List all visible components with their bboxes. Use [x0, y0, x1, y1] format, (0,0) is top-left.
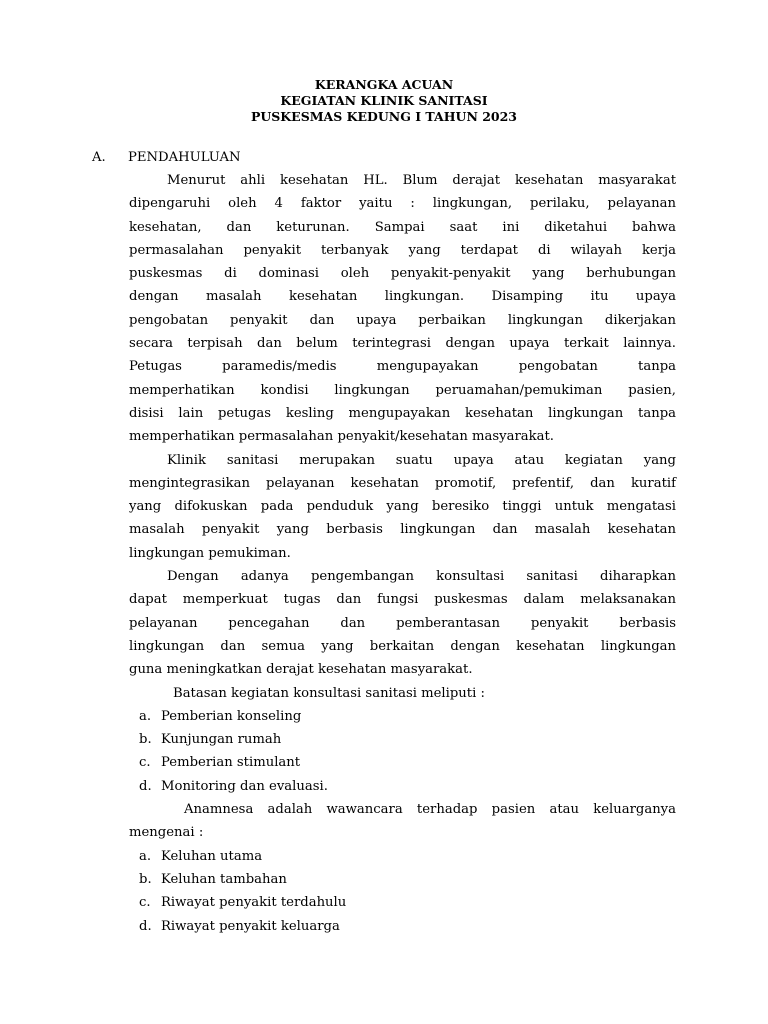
paragraph-line: memperhatikan permasalahan penyakit/kesehatan masyarakat. [129, 429, 554, 445]
list-item [139, 705, 676, 728]
paragraph-3 [129, 565, 676, 681]
list-item-text: Pemberian konseling [161, 708, 302, 724]
paragraph-line: memperhatikan kondisi lingkungan peruamahan/pemukiman pasien, [129, 382, 676, 398]
list-2-intro [129, 798, 676, 845]
paragraph-line: disisi lain petugas kesling mengupayakan kesehatan lingkungan tanpa [129, 405, 676, 421]
list-marker: b. [139, 732, 152, 748]
paragraph-line: dapat memperkuat tugas dan fungsi puskesmas dalam melaksanakan [129, 592, 676, 608]
list-item-text: Riwayat penyakit keluarga [161, 918, 340, 934]
paragraph-line: mengintegrasikan pelayanan kesehatan promotif, prefentif, dan kuratif [129, 475, 676, 491]
list-1 [129, 705, 676, 798]
list-2-intro-line-1: Anamnesa adalah wawancara terhadap pasien atau keluarganya [184, 802, 676, 818]
paragraph-line: lingkungan dan semua yang berkaitan dengan kesehatan lingkungan [129, 638, 676, 654]
list-item-text: Riwayat penyakit terdahulu [161, 895, 347, 911]
list-item [139, 775, 676, 798]
paragraph-line: pengobatan penyakit dan upaya perbaikan lingkungan dikerjakan [129, 312, 676, 328]
list-2 [129, 845, 676, 938]
list-item-text: Pemberian stimulant [161, 755, 301, 771]
paragraph-1 [129, 169, 676, 449]
section-body [129, 169, 676, 938]
title-line-2: KEGIATAN KLINIK SANITASI [280, 93, 488, 108]
paragraph-line: Dengan adanya pengembangan konsultasi sanitasi diharapkan [167, 569, 676, 585]
list-item-text: Keluhan utama [161, 848, 263, 864]
paragraph-line: yang difokuskan pada penduduk yang beresiko tinggi untuk mengatasi [129, 499, 676, 515]
list-item [139, 868, 676, 891]
list-marker: a. [139, 708, 152, 724]
list-item-text: Keluhan tambahan [161, 871, 287, 887]
section-heading [92, 148, 241, 168]
list-marker: c. [139, 755, 151, 771]
paragraph-line: Petugas paramedis/medis mengupayakan pengobatan tanpa [129, 359, 676, 375]
list-2-intro-line-2: mengenai : [129, 825, 204, 841]
title-line-1: KERANGKA ACUAN [314, 77, 454, 92]
paragraph-line: pelayanan pencegahan dan pemberantasan penyakit berbasis [129, 615, 676, 631]
list-marker: a. [139, 848, 152, 864]
list-marker: b. [139, 871, 152, 887]
list-item [139, 891, 676, 914]
paragraph-line: dengan masalah kesehatan lingkungan. Disamping itu upaya [129, 289, 676, 305]
paragraph-line: permasalahan penyakit terbanyak yang terdapat di wilayah kerja [129, 242, 676, 258]
title-line-3: PUSKESMAS KEDUNG I TAHUN 2023 [250, 109, 518, 124]
list-1-intro: Batasan kegiatan konsultasi sanitasi meliputi : [173, 685, 485, 701]
document-title [0, 77, 768, 125]
list-item-text: Kunjungan rumah [161, 732, 282, 748]
list-marker: d. [139, 918, 152, 934]
paragraph-line: dipengaruhi oleh 4 faktor yaitu : lingkungan, perilaku, pelayanan [129, 196, 676, 212]
paragraph-2 [129, 449, 676, 565]
section-title: PENDAHULUAN [128, 150, 241, 165]
paragraph-line: puskesmas di dominasi oleh penyakit-penyakit yang berhubungan [129, 266, 676, 282]
list-item [139, 915, 676, 938]
paragraph-line: kesehatan, dan keturunan. Sampai saat ini diketahui bahwa [129, 219, 676, 235]
list-item [139, 751, 676, 774]
paragraph-line: masalah penyakit yang berbasis lingkungan dan masalah kesehatan [129, 522, 676, 538]
section-number: A. [92, 150, 106, 165]
paragraph-line: secara terpisah dan belum terintegrasi dengan upaya terkait lainnya. [129, 336, 676, 352]
list-item [139, 728, 676, 751]
paragraph-line: Menurut ahli kesehatan HL. Blum derajat kesehatan masyarakat [167, 173, 676, 188]
list-marker: c. [139, 895, 151, 911]
list-marker: d. [139, 778, 152, 794]
list-item-text: Monitoring dan evaluasi. [161, 778, 328, 794]
paragraph-line: Klinik sanitasi merupakan suatu upaya atau kegiatan yang [167, 452, 676, 468]
list-item [139, 845, 676, 868]
paragraph-line: guna meningkatkan derajat kesehatan masyarakat. [129, 662, 473, 678]
paragraph-line: lingkungan pemukiman. [129, 545, 291, 561]
